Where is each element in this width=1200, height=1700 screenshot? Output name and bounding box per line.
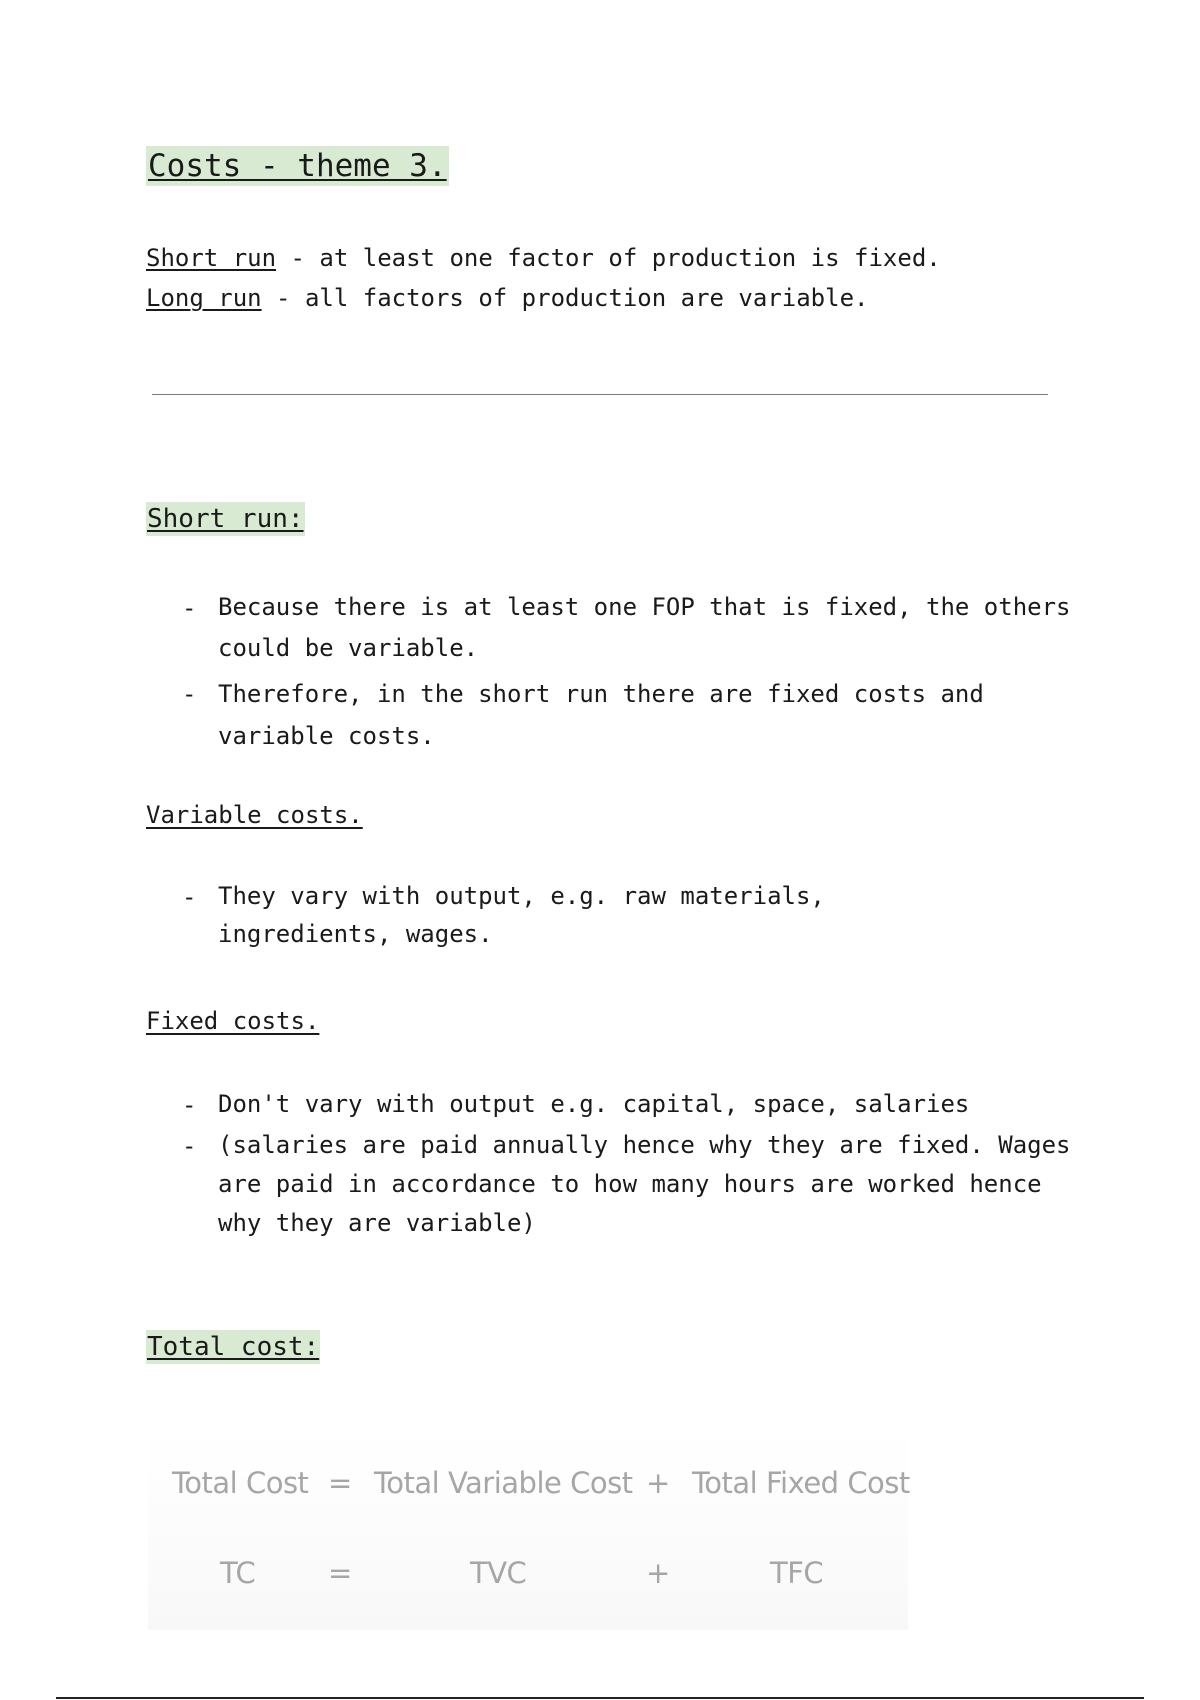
bullet-marker: - <box>182 594 197 622</box>
formula-term: Total Cost <box>172 1466 309 1500</box>
total-cost-formula <box>148 1430 908 1630</box>
formula-operator: + <box>646 1466 670 1500</box>
list-item: Don't vary with output e.g. capital, space, salaries <box>218 1090 970 1118</box>
definition-term: Long run <box>146 284 262 312</box>
definition-short-run <box>146 243 941 273</box>
page-bottom-rule <box>56 1697 1144 1699</box>
bullet-marker: - <box>182 680 197 708</box>
formula-operator: = <box>328 1466 352 1500</box>
list-item: (salaries are paid annually hence why they are fixed. Wages are paid in accordance to how many hours are worked hence why they are variable) <box>218 1131 1071 1237</box>
section-heading-short-run: Short run: <box>147 504 304 534</box>
formula-term: Total Variable Cost <box>374 1466 633 1500</box>
formula-abbr: TFC <box>770 1556 824 1590</box>
list-item: Therefore, in the short run there are fixed costs and variable costs. <box>218 680 984 750</box>
horizontal-divider <box>152 394 1048 395</box>
formula-operator: = <box>328 1556 352 1590</box>
bullet-marker: - <box>182 1132 197 1160</box>
section-heading-fixed-costs: Fixed costs. <box>146 1007 320 1035</box>
definition-text: - at least one factor of production is fixed. <box>276 244 941 272</box>
section-heading-variable-costs: Variable costs. <box>146 801 363 829</box>
formula-abbr: TVC <box>470 1556 527 1590</box>
formula-abbr: TC <box>220 1556 256 1590</box>
definition-term: Short run <box>146 244 277 272</box>
formula-operator: + <box>646 1556 670 1590</box>
definition-long-run <box>146 283 868 313</box>
list-item: Because there is at least one FOP that is fixed, the others could be variable. <box>218 593 1071 662</box>
list-item: They vary with output, e.g. raw materials, ingredients, wages. <box>218 882 825 948</box>
section-heading-total-cost: Total cost: <box>147 1332 320 1362</box>
bullet-marker: - <box>182 883 197 911</box>
formula-term: Total Fixed Cost <box>692 1466 910 1500</box>
document-title: Costs - theme 3. <box>148 148 447 184</box>
bullet-marker: - <box>182 1091 197 1119</box>
definition-text: - all factors of production are variable. <box>261 284 869 312</box>
